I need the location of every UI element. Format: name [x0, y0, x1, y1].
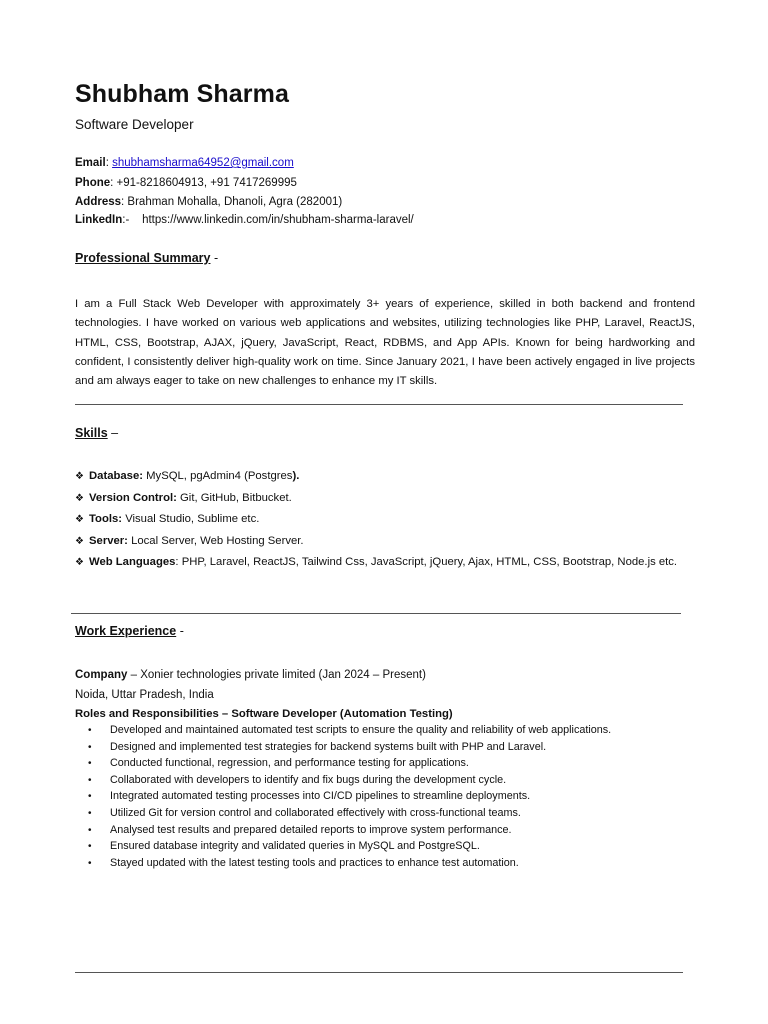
skill-item-web-languages	[75, 555, 677, 577]
job-title: Software Developer	[75, 117, 194, 132]
linkedin-label: LinkedIn	[75, 214, 123, 226]
skills-heading-dash: –	[111, 426, 119, 440]
bullet-icon: •	[88, 791, 92, 803]
duty-text: Collaborated with developers to identify and fix bugs during the development cycle.	[110, 773, 507, 786]
duty-item	[88, 857, 611, 874]
roles-title: Roles and Responsibilities – Software Developer (Automation Testing)	[75, 708, 453, 720]
skill-value-tail: ).	[292, 470, 300, 482]
bullet-icon: •	[88, 741, 92, 753]
duty-item	[88, 824, 611, 841]
duty-text: Utilized Git for version control and collaborated effectively with cross-functional teams.	[110, 806, 521, 819]
duty-text: Conducted functional, regression, and performance testing for applications.	[110, 757, 469, 770]
duty-text: Integrated automated testing processes into CI/CD pipelines to streamline deployments.	[110, 790, 531, 803]
skill-item-version-control	[75, 491, 677, 513]
candidate-name: Shubham Sharma	[75, 80, 289, 108]
diamond-bullet-icon: ❖	[75, 514, 84, 525]
skill-label: Web Languages	[89, 556, 176, 568]
diamond-bullet-icon: ❖	[75, 535, 84, 547]
skill-value: Git, GitHub, Bitbucket.	[180, 491, 292, 504]
duty-text: Analysed test results and prepared detailed reports to improve system performance.	[110, 823, 512, 836]
duty-item	[88, 774, 611, 791]
diamond-bullet-icon: ❖	[75, 471, 84, 482]
duty-item	[88, 741, 611, 758]
experience-heading-text: Work Experience	[75, 624, 177, 638]
company-line	[75, 668, 426, 682]
experience-heading	[75, 624, 184, 638]
section-divider	[75, 972, 683, 973]
bullet-icon: •	[88, 824, 92, 836]
email-line: Email: shubhamsharma64952@gmail.com	[75, 157, 294, 169]
bullet-icon: •	[88, 774, 92, 786]
diamond-bullet-icon: ❖	[75, 492, 84, 504]
summary-heading-dash: -	[213, 251, 219, 265]
company-location: Noida, Uttar Pradesh, India	[75, 689, 214, 701]
duty-text: Developed and maintained automated test scripts to ensure the quality and reliability of web applications.	[110, 724, 612, 736]
duty-text: Designed and implemented test strategies for backend systems built with PHP and Laravel.	[110, 740, 547, 753]
linkedin-line	[75, 213, 414, 227]
duty-item	[88, 790, 611, 807]
phone-label: Phone	[75, 177, 111, 189]
skill-item-server	[75, 534, 677, 556]
skill-value: Local Server, Web Hosting Server.	[131, 534, 304, 547]
skills-list	[75, 469, 677, 577]
bullet-icon: •	[88, 841, 92, 853]
skill-value: : PHP, Laravel, ReactJS, Tailwind Css, JavaScript, jQuery, Ajax, HTML, CSS, Bootstrap, Node.js etc.	[175, 556, 678, 568]
address-value: Brahman Mohalla, Dhanoli, Agra (282001)	[127, 196, 343, 208]
experience-heading-dash: -	[179, 624, 184, 638]
duties-list	[88, 724, 611, 873]
summary-text: I am a Full Stack Web Developer with approximately 3+ years of experience, skilled in both backend and frontend technologies. I have worked on various web applications and websites, utilizing technologies like PHP, Laravel, ReactJS, HTML, CSS, Bootstrap, AJAX, jQuery, JavaScript, React, RDBMS, and App APIs. Known for being hardworking and confident, I consistently deliver high-quality work on time. Since January 2021, I have been actively engaged in live projects and am always eager to take on new challenges to enhance my IT skills.	[75, 298, 695, 388]
phone-line: Phone: +91-8218604913, +91 7417269995	[75, 177, 297, 189]
duty-item	[88, 724, 611, 741]
duty-item	[88, 807, 611, 824]
skill-label: Version Control:	[89, 491, 177, 504]
phone-value: +91-8218604913, +91 7417269995	[116, 177, 297, 189]
address-line: Address: Brahman Mohalla, Dhanoli, Agra (282001)	[75, 196, 343, 208]
duty-text: Stayed updated with the latest testing tools and practices to enhance test automation.	[110, 856, 519, 869]
linkedin-separator: :-	[122, 214, 130, 226]
skills-heading	[75, 426, 118, 440]
skill-value: Visual Studio, Sublime etc.	[125, 513, 260, 525]
summary-heading-text: Professional Summary	[75, 251, 211, 265]
skill-label: Database:	[89, 470, 143, 482]
section-divider	[71, 613, 681, 614]
skill-value: MySQL, pgAdmin4 (Postgres	[146, 470, 293, 482]
address-label: Address	[75, 196, 122, 208]
skills-heading-text: Skills	[75, 426, 108, 440]
company-value: – Xonier technologies private limited (Jan 2024 – Present)	[130, 669, 426, 681]
email-label: Email	[75, 157, 106, 169]
skill-label: Server:	[89, 534, 128, 547]
duty-text: Ensured database integrity and validated queries in MySQL and PostgreSQL.	[110, 840, 480, 853]
bullet-icon: •	[88, 758, 92, 770]
section-divider	[75, 404, 683, 405]
bullet-icon: •	[88, 807, 92, 819]
bullet-icon: •	[88, 725, 92, 736]
duty-item	[88, 840, 611, 857]
skill-label: Tools:	[89, 513, 123, 525]
skill-item-database	[75, 469, 677, 491]
summary-heading	[75, 251, 218, 265]
company-label: Company	[75, 669, 128, 681]
duty-item	[88, 757, 611, 774]
skill-item-tools	[75, 512, 677, 534]
diamond-bullet-icon: ❖	[75, 557, 84, 568]
bullet-icon: •	[88, 857, 92, 869]
email-link[interactable]: shubhamsharma64952@gmail.com	[112, 157, 294, 169]
linkedin-url: https://www.linkedin.com/in/shubham-sharma-laravel/	[142, 214, 414, 226]
